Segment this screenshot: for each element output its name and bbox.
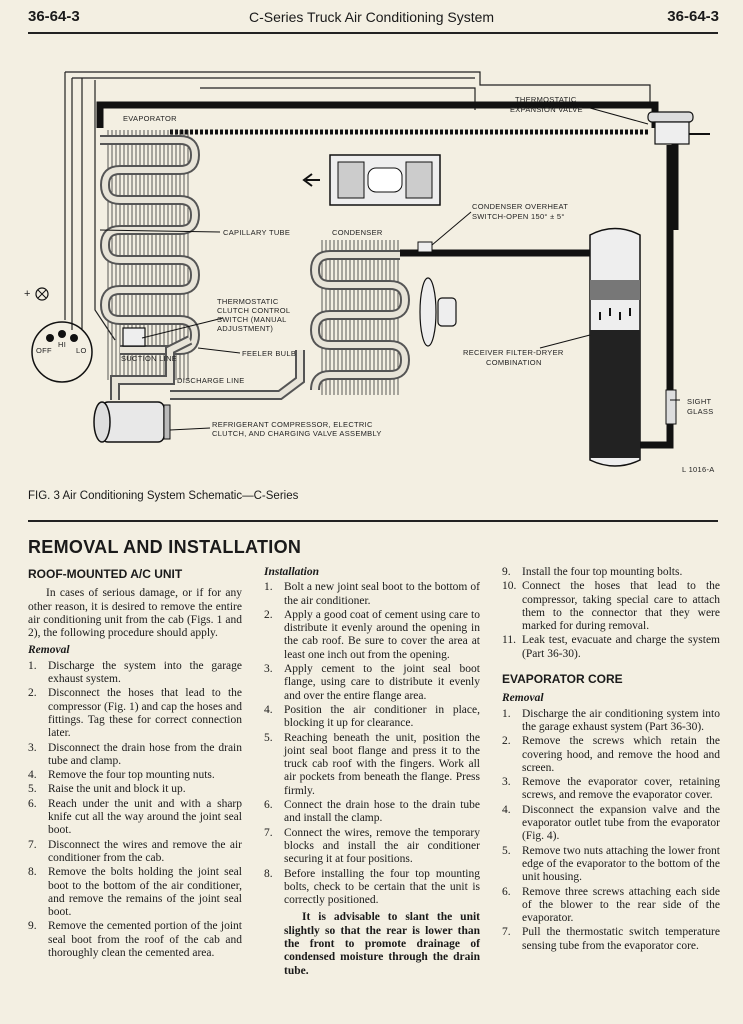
- column-1: [28, 566, 242, 961]
- list-item: 3. Remove the evaporator cover, retaining screws, and remove the evaporator cover.: [502, 776, 720, 802]
- label-clutch-4: ADJUSTMENT): [217, 324, 274, 333]
- list-item: 8. Before installing the four top mounting bolts, check to be certain that the unit is correctly positioned.: [264, 867, 480, 907]
- page-header: [0, 6, 743, 30]
- label-receiver-2: COMBINATION: [486, 358, 542, 367]
- compressor-icon: [94, 402, 170, 442]
- clutch-switch-icon: [123, 328, 145, 346]
- label-sight-2: GLASS: [687, 407, 714, 416]
- list-item: 3. Apply cement to the joint seal boot flange, using care to distribute it evenly and over the entire flange area.: [264, 663, 480, 702]
- roof-installation-steps-continued: [502, 566, 720, 661]
- label-discharge: DISCHARGE LINE: [177, 376, 245, 385]
- list-item: 2. Disconnect the hoses that lead to the compressor (Fig. 1) and cap the hoses and fittings. Tag these for correct connection later.: [28, 687, 242, 740]
- overheat-switch-icon: [418, 242, 432, 252]
- section-title: REMOVAL AND INSTALLATION: [28, 537, 302, 557]
- list-item: 11. Leak test, evacuate and charge the system (Part 36-30).: [502, 634, 720, 660]
- label-suction: SUCTION LINE: [121, 354, 178, 363]
- roof-removal-steps: [28, 660, 242, 961]
- label-txv-2: EXPANSION VALVE: [510, 105, 583, 114]
- ac-system-schematic: [20, 50, 720, 490]
- list-item: 6. Reach under the unit and with a sharp knife cut all the way around the joint seal boot.: [28, 797, 242, 837]
- label-receiver-1: RECEIVER FILTER-DRYER: [463, 348, 564, 357]
- list-item: 2. Remove the screws which retain the covering hood, and remove the hood and screen.: [502, 735, 720, 774]
- list-item: 4. Disconnect the expansion valve and the evaporator outlet tube from the evaporator (Fig. 4).: [502, 803, 720, 843]
- roof-installation-heading: Installation: [264, 566, 319, 578]
- list-item: 7. Disconnect the wires and remove the air conditioner from the cab.: [28, 838, 242, 864]
- column-2: [264, 566, 480, 989]
- label-sight-1: SIGHT: [687, 397, 712, 406]
- label-overheat-2: SWITCH-OPEN 150° ± 5°: [472, 212, 565, 221]
- page-number-right: 36-64-3: [667, 8, 719, 25]
- sight-glass-icon: [666, 390, 676, 424]
- figure-reference: L 1016-A: [682, 465, 715, 474]
- evaporator-core-heading: EVAPORATOR CORE: [502, 672, 623, 687]
- list-item: 1. Discharge the air conditioning system into the garage exhaust system (Part 36-30).: [502, 707, 720, 733]
- figure-caption: FIG. 3 Air Conditioning System Schematic—C-Series: [28, 490, 299, 502]
- blower-icon: [304, 155, 440, 205]
- expansion-valve-icon: [648, 112, 710, 230]
- list-item: 10. Connect the hoses that lead to the compressor, taking special care to attach them to the connector that they were marked for during removal.: [502, 580, 720, 633]
- list-item: 8. Remove the bolts holding the joint seal boot to the bottom of the air conditioner, and remove the remains of the joint seal boot.: [28, 866, 242, 919]
- label-feeler: FEELER BULB: [242, 349, 297, 358]
- label-compressor-1: REFRIGERANT COMPRESSOR, ELECTRIC: [212, 420, 373, 429]
- list-item: 4. Remove the four top mounting nuts.: [28, 769, 215, 782]
- evaporator-removal-steps: [502, 708, 720, 953]
- roof-unit-heading: ROOF-MOUNTED A/C UNIT: [28, 567, 183, 581]
- list-item: 6. Remove three screws attaching each side of the blower to the rear side of the evaporator.: [502, 885, 720, 925]
- list-item: 7. Connect the wires, remove the temporary blocks and install the air conditioner securing it at four positions.: [264, 826, 480, 866]
- list-item: 6. Connect the drain hose to the drain tube and install the clamp.: [264, 799, 480, 825]
- label-capillary: CAPILLARY TUBE: [223, 228, 291, 237]
- header-rule: [28, 32, 718, 34]
- list-item: 7. Pull the thermostatic switch temperature sensing tube from the evaporator core.: [502, 926, 720, 952]
- roof-removal-heading: Removal: [28, 644, 70, 657]
- list-item: 4. Position the air conditioner in place, blocking it up for clearance.: [264, 703, 480, 730]
- label-evaporator: EVAPORATOR: [123, 114, 177, 123]
- list-item: 2. Apply a good coat of cement using care to distribute it evenly around the opening in the cab roof. Be sure to cover the area at least one inch out from the opening.: [264, 608, 480, 661]
- label-off: OFF: [36, 346, 52, 355]
- label-overheat-1: CONDENSER OVERHEAT: [472, 202, 569, 211]
- label-clutch-3: SWITCH (MANUAL: [217, 315, 287, 324]
- label-clutch-2: CLUTCH CONTROL: [217, 306, 291, 315]
- label-clutch-1: THERMOSTATIC: [217, 297, 279, 306]
- label-lo: LO: [76, 346, 87, 355]
- list-item: 5. Raise the unit and block it up.: [28, 783, 186, 796]
- list-item: 1. Discharge the system into the garage exhaust system.: [28, 659, 242, 686]
- list-item: 5. Reaching beneath the unit, position the joint seal boot flange and press it to the truck cab roof with the fingers. Work all air pockets from beneath the flange. Press firmly.: [264, 731, 480, 797]
- roof-installation-steps: [264, 581, 480, 907]
- column-3: [502, 566, 720, 954]
- list-item: 3. Disconnect the drain hose from the drain tube and clamp.: [28, 741, 242, 767]
- label-hi: HI: [58, 340, 67, 349]
- label-condenser: CONDENSER: [332, 228, 383, 237]
- label-plus: +: [24, 288, 31, 300]
- control-switch-icon: [32, 288, 92, 382]
- section-rule: [28, 520, 718, 522]
- list-item: 1. Bolt a new joint seal boot to the bottom of the air conditioner.: [264, 581, 480, 607]
- list-item: 9. Remove the cemented portion of the joint seal boot from the roof of the cab and thoroughly clean the cemented area.: [28, 920, 242, 960]
- label-txv-1: THERMOSTATIC: [515, 95, 577, 104]
- label-compressor-2: CLUTCH, AND CHARGING VALVE ASSEMBLY: [212, 429, 382, 438]
- fan-icon: [420, 278, 456, 346]
- page-number-left: 36-64-3: [28, 8, 80, 25]
- list-item: 9. Install the four top mounting bolts.: [502, 566, 683, 578]
- running-title: C-Series Truck Air Conditioning System: [248, 9, 495, 25]
- evaporator-removal-heading: Removal: [502, 692, 544, 705]
- receiver-drier-icon: [590, 229, 640, 467]
- condenser-coil-icon: [315, 240, 405, 395]
- list-item: 5. Remove two nuts attaching the lower front edge of the evaporator to the bottom of the unit housing.: [502, 844, 720, 884]
- slant-note: It is advisable to slant the unit slightly so that the rear is lower than the front to promote drainage of condensed moisture through the drain tube.: [284, 911, 480, 977]
- roof-intro: In cases of serious damage, or if for any other reason, it is desired to remove the entire air conditioning unit from the cab (Figs. 1 and 2), the following procedure should apply.: [28, 587, 242, 640]
